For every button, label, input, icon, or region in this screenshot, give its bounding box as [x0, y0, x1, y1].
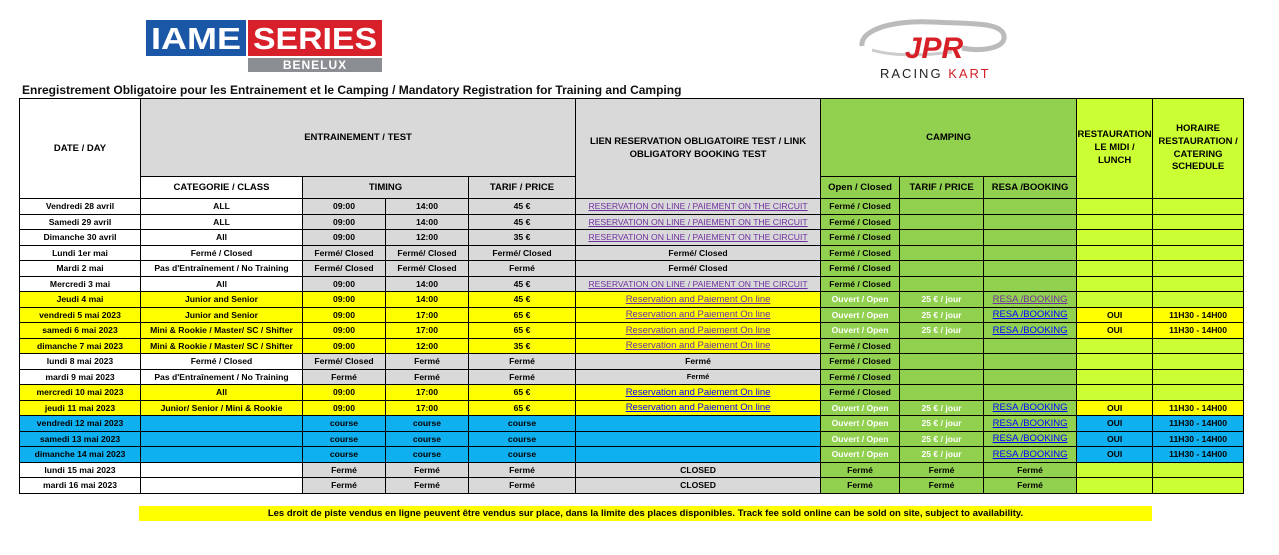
resa-booking-link[interactable]: RESA /BOOKING: [992, 417, 1068, 429]
row-booking-link: Fermé: [576, 369, 821, 385]
reservation-link[interactable]: Reservation and Paiement On line: [625, 340, 771, 352]
row-catering-schedule: [1153, 199, 1244, 215]
row-camping-price: 25 € / jour: [900, 447, 984, 463]
table-row: [20, 447, 1244, 463]
row-lunch: OUI: [1077, 431, 1153, 447]
row-time-start: 09:00: [303, 214, 386, 230]
row-camping-status: Fermé / Closed: [821, 385, 900, 401]
resa-booking-link[interactable]: RESA /BOOKING: [992, 293, 1068, 305]
row-time-end: Fermé: [386, 354, 469, 370]
header-restaurant: RESTAURATION LE MIDI / LUNCH: [1077, 99, 1153, 199]
row-lunch: [1077, 261, 1153, 277]
row-date: Dimanche 30 avril: [20, 230, 141, 246]
row-booking-link: [576, 416, 821, 432]
row-time-start: 09:00: [303, 385, 386, 401]
row-resa-booking: [984, 214, 1077, 230]
row-resa-booking: [984, 292, 1077, 308]
row-camping-status: Fermé / Closed: [821, 354, 900, 370]
header-resa-booking: RESA /BOOKING: [984, 177, 1077, 199]
row-resa-booking: [984, 400, 1077, 416]
row-category: Junior and Senior: [141, 292, 303, 308]
table-row: [20, 400, 1244, 416]
row-catering-schedule: [1153, 292, 1244, 308]
row-price: 35 €: [469, 338, 576, 354]
row-camping-status: Fermé: [821, 462, 900, 478]
table-row: [20, 385, 1244, 401]
row-resa-booking: [984, 385, 1077, 401]
row-camping-price: 25 € / jour: [900, 416, 984, 432]
table-row: [20, 338, 1244, 354]
row-date: lundi 15 mai 2023: [20, 462, 141, 478]
row-time-start: 09:00: [303, 338, 386, 354]
row-category: Fermé / Closed: [141, 354, 303, 370]
row-time-end: course: [386, 447, 469, 463]
row-catering-schedule: [1153, 478, 1244, 494]
row-camping-status: Fermé / Closed: [821, 369, 900, 385]
row-date: vendredi 5 mai 2023: [20, 307, 141, 323]
row-camping-price: [900, 199, 984, 215]
row-lunch: [1077, 385, 1153, 401]
row-time-end: Fermé: [386, 369, 469, 385]
reservation-link[interactable]: RESERVATION ON LINE / PAIEMENT ON THE CIRCUIT: [588, 216, 808, 227]
row-catering-schedule: [1153, 245, 1244, 261]
row-catering-schedule: [1153, 276, 1244, 292]
row-catering-schedule: [1153, 261, 1244, 277]
row-lunch: [1077, 354, 1153, 370]
row-catering-schedule: [1153, 338, 1244, 354]
row-booking-link: [576, 292, 821, 308]
row-date: Samedi 29 avril: [20, 214, 141, 230]
row-catering-schedule: [1153, 462, 1244, 478]
row-price: 65 €: [469, 307, 576, 323]
row-time-end: 14:00: [386, 199, 469, 215]
table-row: [20, 478, 1244, 494]
table-row: [20, 369, 1244, 385]
row-category: All: [141, 230, 303, 246]
table-row: [20, 292, 1244, 308]
reservation-link[interactable]: Reservation and Paiement On line: [625, 386, 771, 398]
table-row: [20, 323, 1244, 339]
row-catering-schedule: 11H30 - 14H00: [1153, 431, 1244, 447]
row-booking-link: Fermé/ Closed: [576, 261, 821, 277]
row-date: mercredi 10 mai 2023: [20, 385, 141, 401]
resa-booking-link[interactable]: RESA /BOOKING: [992, 324, 1068, 336]
row-resa-booking: [984, 431, 1077, 447]
row-lunch: [1077, 245, 1153, 261]
row-booking-link: [576, 447, 821, 463]
row-time-start: 09:00: [303, 276, 386, 292]
row-time-start: 09:00: [303, 323, 386, 339]
row-camping-price: 25 € / jour: [900, 307, 984, 323]
row-lunch: OUI: [1077, 447, 1153, 463]
row-lunch: OUI: [1077, 323, 1153, 339]
row-resa-booking: [984, 307, 1077, 323]
row-booking-link: [576, 230, 821, 246]
row-date: dimanche 14 mai 2023: [20, 447, 141, 463]
table-row: [20, 261, 1244, 277]
row-price: 65 €: [469, 385, 576, 401]
reservation-link[interactable]: RESERVATION ON LINE / PAIEMENT ON THE CIRCUIT: [588, 278, 808, 289]
header-timing: TIMING: [303, 177, 469, 199]
row-time-end: 14:00: [386, 214, 469, 230]
row-lunch: OUI: [1077, 307, 1153, 323]
table-row: [20, 245, 1244, 261]
row-time-start: 09:00: [303, 230, 386, 246]
header-category: CATEGORIE / CLASS: [141, 177, 303, 199]
table-row: [20, 214, 1244, 230]
series-text: SERIES: [253, 21, 377, 56]
row-category: ALL: [141, 199, 303, 215]
row-camping-status: Fermé: [821, 478, 900, 494]
row-camping-price: 25 € / jour: [900, 323, 984, 339]
row-camping-status: Fermé / Closed: [821, 214, 900, 230]
row-booking-link: [576, 199, 821, 215]
benelux-text: BENELUX: [282, 58, 348, 72]
row-camping-status: Fermé / Closed: [821, 338, 900, 354]
row-camping-status: Fermé / Closed: [821, 245, 900, 261]
row-time-start: Fermé: [303, 478, 386, 494]
row-time-start: Fermé: [303, 369, 386, 385]
row-booking-link: Fermé/ Closed: [576, 245, 821, 261]
row-catering-schedule: 11H30 - 14H00: [1153, 416, 1244, 432]
row-camping-status: Ouvert / Open: [821, 400, 900, 416]
row-lunch: OUI: [1077, 400, 1153, 416]
row-catering-schedule: 11H30 - 14H00: [1153, 323, 1244, 339]
row-category: Fermé / Closed: [141, 245, 303, 261]
row-price: Fermé/ Closed: [469, 245, 576, 261]
row-lunch: [1077, 338, 1153, 354]
row-date: Vendredi 28 avril: [20, 199, 141, 215]
row-camping-price: 25 € / jour: [900, 400, 984, 416]
row-camping-status: Ouvert / Open: [821, 307, 900, 323]
row-category: Junior and Senior: [141, 307, 303, 323]
table-row: [20, 230, 1244, 246]
row-booking-link: [576, 385, 821, 401]
row-resa-booking: [984, 323, 1077, 339]
row-camping-status: Ouvert / Open: [821, 292, 900, 308]
reservation-link[interactable]: Reservation and Paiement On line: [625, 402, 771, 414]
resa-booking-link[interactable]: RESA /BOOKING: [992, 309, 1068, 321]
row-lunch: [1077, 230, 1153, 246]
jpr-mark: JPR: [904, 32, 964, 65]
schedule-table: [19, 98, 1244, 494]
row-category: Mini & Rookie / Master/ SC / Shifter: [141, 323, 303, 339]
row-resa-booking: [984, 230, 1077, 246]
row-resa-booking: [984, 338, 1077, 354]
row-resa-booking: [984, 369, 1077, 385]
row-price: Fermé: [469, 354, 576, 370]
row-category: [141, 447, 303, 463]
row-date: Mercredi 3 mai: [20, 276, 141, 292]
row-lunch: OUI: [1077, 416, 1153, 432]
row-price: Fermé: [469, 462, 576, 478]
row-date: mardi 9 mai 2023: [20, 369, 141, 385]
row-time-start: Fermé/ Closed: [303, 261, 386, 277]
row-catering-schedule: 11H30 - 14H00: [1153, 447, 1244, 463]
row-price: 45 €: [469, 292, 576, 308]
reservation-link[interactable]: RESERVATION ON LINE / PAIEMENT ON THE CIRCUIT: [588, 232, 808, 243]
row-price: 65 €: [469, 323, 576, 339]
row-camping-price: [900, 214, 984, 230]
row-booking-link: [576, 400, 821, 416]
row-catering-schedule: [1153, 230, 1244, 246]
row-date: samedi 6 mai 2023: [20, 323, 141, 339]
row-lunch: [1077, 214, 1153, 230]
row-catering-schedule: 11H30 - 14H00: [1153, 307, 1244, 323]
row-booking-link: [576, 276, 821, 292]
row-time-end: 14:00: [386, 276, 469, 292]
row-time-end: Fermé/ Closed: [386, 261, 469, 277]
header-catering-schedule: HORAIRE RESTAURATION / CATERING SCHEDULE: [1153, 99, 1244, 199]
table-row: [20, 416, 1244, 432]
row-time-start: course: [303, 431, 386, 447]
row-price: 35 €: [469, 230, 576, 246]
row-resa-booking: [984, 416, 1077, 432]
row-lunch: [1077, 369, 1153, 385]
row-date: mardi 16 mai 2023: [20, 478, 141, 494]
row-camping-price: Fermé: [900, 478, 984, 494]
row-catering-schedule: [1153, 214, 1244, 230]
row-time-end: 17:00: [386, 307, 469, 323]
row-time-end: Fermé: [386, 478, 469, 494]
row-time-start: Fermé: [303, 462, 386, 478]
row-date: vendredi 12 mai 2023: [20, 416, 141, 432]
row-price: course: [469, 431, 576, 447]
row-price: Fermé: [469, 369, 576, 385]
row-time-end: Fermé/ Closed: [386, 245, 469, 261]
row-price: 45 €: [469, 276, 576, 292]
row-lunch: [1077, 292, 1153, 308]
row-category: [141, 478, 303, 494]
row-lunch: [1077, 462, 1153, 478]
document-title: Enregistrement Obligatoire pour les Entrainement et le Camping / Mandatory Registration for Training and Camping: [22, 83, 682, 97]
row-camping-price: [900, 230, 984, 246]
row-category: All: [141, 385, 303, 401]
row-price: 65 €: [469, 400, 576, 416]
row-price: Fermé: [469, 478, 576, 494]
row-time-end: 12:00: [386, 338, 469, 354]
jpr-track-icon: [852, 12, 1012, 68]
row-date: dimanche 7 mai 2023: [20, 338, 141, 354]
row-resa-booking: Fermé: [984, 462, 1077, 478]
row-camping-status: Ouvert / Open: [821, 416, 900, 432]
row-category: ALL: [141, 214, 303, 230]
row-camping-price: Fermé: [900, 462, 984, 478]
row-camping-status: Fermé / Closed: [821, 199, 900, 215]
row-time-end: 17:00: [386, 323, 469, 339]
row-category: [141, 462, 303, 478]
row-resa-booking: [984, 276, 1077, 292]
row-booking-link: [576, 214, 821, 230]
row-resa-booking: [984, 354, 1077, 370]
row-price: Fermé: [469, 261, 576, 277]
row-resa-booking: Fermé: [984, 478, 1077, 494]
row-time-start: Fermé/ Closed: [303, 245, 386, 261]
table-row: [20, 307, 1244, 323]
row-booking-link: [576, 431, 821, 447]
row-camping-price: [900, 261, 984, 277]
table-row: [20, 354, 1244, 370]
row-time-start: 09:00: [303, 307, 386, 323]
row-camping-price: 25 € / jour: [900, 431, 984, 447]
reservation-link[interactable]: RESERVATION ON LINE / PAIEMENT ON THE CIRCUIT: [588, 201, 808, 212]
row-time-start: 09:00: [303, 292, 386, 308]
table-row: [20, 199, 1244, 215]
row-date: samedi 13 mai 2023: [20, 431, 141, 447]
row-price: 45 €: [469, 199, 576, 215]
row-camping-status: Ouvert / Open: [821, 431, 900, 447]
row-lunch: [1077, 276, 1153, 292]
row-time-end: Fermé: [386, 462, 469, 478]
row-time-end: 14:00: [386, 292, 469, 308]
row-price: course: [469, 447, 576, 463]
row-lunch: [1077, 478, 1153, 494]
row-booking-link: [576, 307, 821, 323]
iame-text: IAME: [151, 21, 241, 56]
row-lunch: [1077, 199, 1153, 215]
row-camping-price: [900, 276, 984, 292]
resa-booking-link[interactable]: RESA /BOOKING: [992, 433, 1068, 445]
row-booking-link: CLOSED: [576, 478, 821, 494]
row-catering-schedule: [1153, 385, 1244, 401]
reservation-link[interactable]: Reservation and Paiement On line: [625, 309, 771, 321]
row-time-start: 09:00: [303, 199, 386, 215]
row-date: Mardi 2 mai: [20, 261, 141, 277]
row-time-end: course: [386, 416, 469, 432]
footer-note: Les droit de piste vendus en ligne peuvent être vendus sur place, dans la limite des places disponibles. Track fee sold online can be sold on site, subject to availability.: [139, 506, 1152, 521]
row-resa-booking: [984, 261, 1077, 277]
header-date: DATE / DAY: [20, 99, 141, 199]
resa-booking-link[interactable]: RESA /BOOKING: [992, 448, 1068, 460]
row-time-end: 12:00: [386, 230, 469, 246]
row-camping-price: [900, 338, 984, 354]
row-category: [141, 431, 303, 447]
iame-series-logo: [146, 20, 382, 72]
row-camping-status: Ouvert / Open: [821, 447, 900, 463]
row-camping-price: [900, 369, 984, 385]
row-camping-status: Fermé / Closed: [821, 230, 900, 246]
table-row: [20, 462, 1244, 478]
row-category: All: [141, 276, 303, 292]
row-time-end: 17:00: [386, 400, 469, 416]
row-camping-status: Ouvert / Open: [821, 323, 900, 339]
header-camping: CAMPING: [821, 99, 1077, 177]
row-time-end: 17:00: [386, 385, 469, 401]
row-time-start: course: [303, 416, 386, 432]
header-camping-price: TARIF / PRICE: [900, 177, 984, 199]
header-open-closed: Open / Closed: [821, 177, 900, 199]
row-time-end: course: [386, 431, 469, 447]
row-resa-booking: [984, 199, 1077, 215]
row-camping-status: Fermé / Closed: [821, 276, 900, 292]
row-date: lundi 8 mai 2023: [20, 354, 141, 370]
row-booking-link: Fermé: [576, 354, 821, 370]
table-row: [20, 431, 1244, 447]
reservation-link[interactable]: Reservation and Paiement On line: [625, 293, 771, 305]
row-date: Lundi 1er mai: [20, 245, 141, 261]
row-price: 45 €: [469, 214, 576, 230]
row-time-start: Fermé/ Closed: [303, 354, 386, 370]
row-date: jeudi 11 mai 2023: [20, 400, 141, 416]
kart-word: KART: [948, 66, 991, 81]
reservation-link[interactable]: Reservation and Paiement On line: [625, 324, 771, 336]
racing-word: RACING: [880, 66, 943, 81]
row-resa-booking: [984, 447, 1077, 463]
row-category: Pas d'Entraînement / No Training: [141, 369, 303, 385]
row-booking-link: [576, 323, 821, 339]
row-time-start: 09:00: [303, 400, 386, 416]
row-catering-schedule: 11H30 - 14H00: [1153, 400, 1244, 416]
header-booking-link: LIEN RESERVATION OBLIGATOIRE TEST / LINK OBLIGATORY BOOKING TEST: [576, 99, 821, 199]
header-training: ENTRAINEMENT / TEST: [141, 99, 576, 177]
resa-booking-link[interactable]: RESA /BOOKING: [992, 402, 1068, 414]
row-camping-price: 25 € / jour: [900, 292, 984, 308]
row-category: [141, 416, 303, 432]
row-booking-link: [576, 338, 821, 354]
row-camping-price: [900, 245, 984, 261]
row-category: Pas d'Entraînement / No Training: [141, 261, 303, 277]
row-category: Mini & Rookie / Master/ SC / Shifter: [141, 338, 303, 354]
row-time-start: course: [303, 447, 386, 463]
row-category: Junior/ Senior / Mini & Rookie: [141, 400, 303, 416]
table-row: [20, 276, 1244, 292]
row-date: Jeudi 4 mai: [20, 292, 141, 308]
row-price: course: [469, 416, 576, 432]
row-catering-schedule: [1153, 354, 1244, 370]
racing-kart-text: [880, 66, 991, 81]
row-booking-link: CLOSED: [576, 462, 821, 478]
row-camping-price: [900, 385, 984, 401]
row-camping-status: Fermé / Closed: [821, 261, 900, 277]
header-price: TARIF / PRICE: [469, 177, 576, 199]
row-catering-schedule: [1153, 369, 1244, 385]
row-camping-price: [900, 354, 984, 370]
jpr-racing-kart-logo: [852, 12, 1012, 84]
row-resa-booking: [984, 245, 1077, 261]
